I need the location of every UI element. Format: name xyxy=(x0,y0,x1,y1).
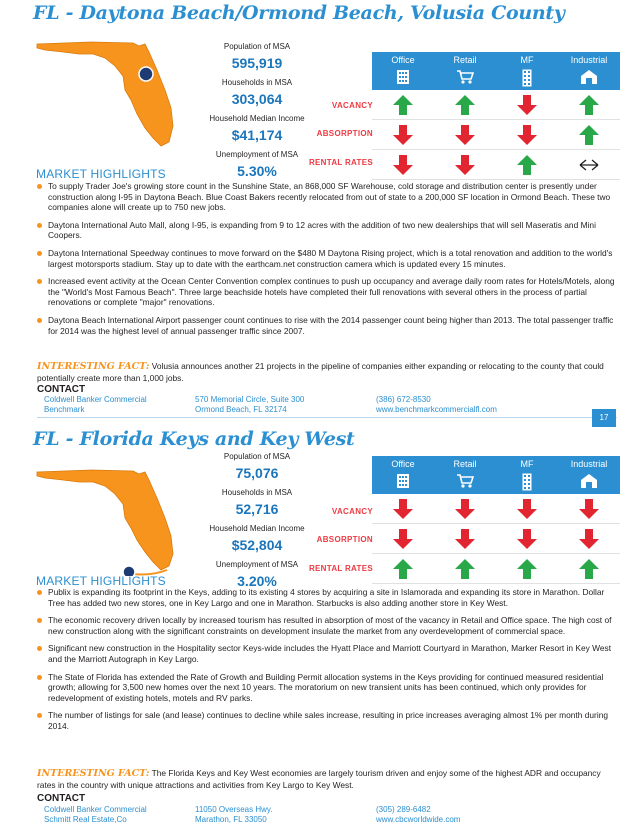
arrow-up-icon xyxy=(392,94,414,116)
arrow-up-icon xyxy=(578,124,600,146)
footer-divider xyxy=(37,417,617,418)
indicator-cell xyxy=(496,494,558,524)
warehouse-icon xyxy=(558,473,620,494)
indicator-cell xyxy=(434,524,496,554)
contact-website-link[interactable]: www.benchmarkcommercialfl.com xyxy=(376,405,497,414)
contact-address-line: Marathon, FL 33050 xyxy=(195,815,267,824)
list-item: The State of Florida has extended the Rate of Growth and Building Permit allocation systems in the Keys providing for continued measured residential growth; allowing for 3,500 new homes over the next 10 years. The moratorium on new transient units has been continued, which only provides for redevelopment of existing hotels, motels and RV parks. xyxy=(37,672,619,704)
stat-value: 5.30% xyxy=(237,163,277,179)
indicator-cell xyxy=(434,150,496,180)
col-title-mf: MF xyxy=(520,55,534,65)
contact-company xyxy=(44,395,147,415)
indicator-cell xyxy=(434,120,496,150)
florida-map xyxy=(33,30,203,148)
list-item: To supply Trader Joe's growing store count in the Sunshine State, an 868,000 SF Warehouse, cold storage and distribution center is presently under construction along I-95 in Daytona Beach. Blue Coast Bakers recently relocated from out of state to a 200,000 SF location in Ormond Beach. These two companies alone will create up to 750 new jobs. xyxy=(37,181,619,213)
indicator-cell xyxy=(496,120,558,150)
arrow-up-icon xyxy=(516,558,538,580)
contact-web xyxy=(376,395,497,415)
indicator-cell xyxy=(372,554,434,584)
stat-label: Population of MSA xyxy=(223,42,291,51)
stat-value: 75,076 xyxy=(235,465,279,481)
highlights-list xyxy=(37,181,619,336)
indicator-cell xyxy=(496,524,558,554)
row-label-vacancy: VACANCY xyxy=(331,101,373,110)
arrow-down-icon xyxy=(516,94,538,116)
row-label-absorption: ABSORPTION xyxy=(316,129,373,138)
contact-phone: (386) 672-8530 xyxy=(376,395,431,404)
col-title-retail: Retail xyxy=(453,55,477,65)
arrow-down-icon xyxy=(516,528,538,550)
market-section-keys xyxy=(0,428,638,837)
col-title-mf: MF xyxy=(520,459,534,469)
indicator-cell xyxy=(558,494,620,524)
list-item: The number of listings for sale (and lease) continues to decline while sales increase, resulting in price increases averaging almost 1% per month during 2014. xyxy=(37,710,619,731)
arrow-down-icon xyxy=(392,124,414,146)
indicator-cell xyxy=(558,150,620,180)
arrow-both-icon xyxy=(578,154,600,176)
contact-company-line: Benchmark xyxy=(44,405,85,414)
highlights-list xyxy=(37,587,619,732)
warehouse-icon xyxy=(558,69,620,90)
fact-label: INTERESTING FACT: xyxy=(37,768,150,779)
indicator-cell xyxy=(558,120,620,150)
contact-company-line: Coldwell Banker Commercial xyxy=(44,805,147,814)
indicator-cell xyxy=(558,90,620,120)
list-item: Publix is expanding its footprint in the Keys, adding to its existing 4 stores by acquiring a site in Islamorada and expanding its store in Marathon. Dollar Tree has added two new stores, one in Key Largo and one in Marathon. Starbucks is also adding another store in Key West. xyxy=(37,587,619,608)
indicator-row-rental-rates xyxy=(372,150,620,180)
indicator-cell xyxy=(558,554,620,584)
indicator-cell xyxy=(372,120,434,150)
list-item: The economic recovery driven locally by increased tourism has resulted in absorption of most of the vacancy in Retail and Office space. The high cost of new construction along with the significant constraints on development insulate the market from any overdevelopment of commercial space. xyxy=(37,615,619,636)
interesting-fact xyxy=(37,768,617,790)
col-title-industrial: Industrial xyxy=(570,55,608,65)
section-title: FL - Florida Keys and Key West xyxy=(33,428,355,450)
arrow-up-icon xyxy=(454,94,476,116)
contact-address xyxy=(195,805,273,825)
indicator-row-absorption xyxy=(372,120,620,150)
indicator-cell xyxy=(372,150,434,180)
row-label-absorption: ABSORPTION xyxy=(316,535,373,544)
indicator-cell xyxy=(496,90,558,120)
arrow-down-icon xyxy=(516,124,538,146)
contact-title: CONTACT xyxy=(37,384,86,395)
office-building-icon xyxy=(372,473,434,494)
arrow-down-icon xyxy=(392,154,414,176)
row-label-rental-rates: RENTAL RATES xyxy=(308,564,373,573)
indicator-cell xyxy=(434,90,496,120)
location-marker xyxy=(139,67,153,81)
contact-address-line: 11050 Overseas Hwy. xyxy=(195,805,273,814)
indicator-row-labels xyxy=(300,0,373,180)
contact-web xyxy=(376,805,460,825)
demographic-stats xyxy=(198,42,316,186)
arrow-down-icon xyxy=(454,154,476,176)
stat-label: Population of MSA xyxy=(223,452,291,461)
col-title-industrial: Industrial xyxy=(570,459,608,469)
contact-phone: (305) 289-6482 xyxy=(376,805,431,814)
arrow-down-icon xyxy=(578,498,600,520)
list-item: Significant new construction in the Hospitality sector Keys-wide includes the Hyatt Place and Marriott Courtyard in Marathon, Marker Resort in Key West and the Marriott Autograph in Key Largo. xyxy=(37,643,619,664)
indicator-cell xyxy=(372,524,434,554)
indicator-grid xyxy=(372,456,620,586)
stat-value: $52,804 xyxy=(231,537,283,553)
arrow-down-icon xyxy=(454,528,476,550)
shopping-cart-icon xyxy=(434,69,496,90)
indicator-row-rental-rates xyxy=(372,554,620,584)
contact-title: CONTACT xyxy=(37,793,86,804)
stat-label: Household Median Income xyxy=(209,524,305,533)
arrow-up-icon xyxy=(578,558,600,580)
contact-company-line: Coldwell Banker Commercial xyxy=(44,395,147,404)
shopping-cart-icon xyxy=(434,473,496,494)
stat-value: 595,919 xyxy=(231,55,283,71)
page-number: 17 xyxy=(592,409,616,427)
arrow-down-icon xyxy=(516,498,538,520)
indicator-cell xyxy=(372,90,434,120)
stat-label: Unemployment of MSA xyxy=(215,560,299,569)
indicator-row-labels xyxy=(300,428,373,578)
arrow-up-icon xyxy=(578,94,600,116)
interesting-fact xyxy=(37,361,617,383)
stat-label: Unemployment of MSA xyxy=(215,150,299,159)
list-item: Daytona International Auto Mall, along I-95, is expanding from 9 to 12 acres with the addition of two new dealerships that will sell Maseratis and Mini Coopers. xyxy=(37,220,619,241)
arrow-down-icon xyxy=(578,528,600,550)
arrow-down-icon xyxy=(392,528,414,550)
section-title: FL - Daytona Beach/Ormond Beach, Volusia County xyxy=(33,2,565,24)
list-item: Increased event activity at the Ocean Center Convention complex continues to push up occupancy and average daily room rates for Hotels/Motels, along the "World's Most Famous Beach". Three large beachside hotels have completed their full renovations with several others in the process of partial renovations or complete "major" renovations. xyxy=(37,276,619,308)
florida-map xyxy=(33,458,203,576)
indicator-cell xyxy=(496,150,558,180)
arrow-up-icon xyxy=(392,558,414,580)
stat-label: Households in MSA xyxy=(221,78,293,87)
contact-website-link[interactable]: www.cbcworldwide.com xyxy=(376,815,461,824)
grid-header xyxy=(372,456,620,494)
list-item: Daytona International Speedway continues to move forward on the $480 M Daytona Rising project, which is a total renovation and addition to the world's largest motorsports stadium. Stay up to date with the earthcam.net construction camera which is updated every 15 minutes. xyxy=(37,248,619,269)
office-building-icon xyxy=(372,69,434,90)
stat-value: 3.20% xyxy=(237,573,277,589)
contact-address xyxy=(195,395,304,415)
market-highlights-title: MARKET HIGHLIGHTS xyxy=(36,167,166,181)
arrow-down-icon xyxy=(454,498,476,520)
grid-header xyxy=(372,52,620,90)
row-label-vacancy: VACANCY xyxy=(331,507,373,516)
indicator-row-absorption xyxy=(372,524,620,554)
arrow-up-icon xyxy=(454,558,476,580)
row-label-rental-rates: RENTAL RATES xyxy=(308,158,373,167)
col-title-office: Office xyxy=(391,459,415,469)
contact-address-line: Ormond Beach, FL 32174 xyxy=(195,405,287,414)
stat-label: Household Median Income xyxy=(209,114,305,123)
contact-address-line: 570 Memorial Circle, Suite 300 xyxy=(195,395,305,404)
stat-value: $41,174 xyxy=(231,127,283,143)
col-title-office: Office xyxy=(391,55,415,65)
indicator-cell xyxy=(496,554,558,584)
demographic-stats xyxy=(198,452,316,596)
fact-label: INTERESTING FACT: xyxy=(37,361,150,372)
fact-text: Volusia announces another 21 projects in the pipeline of companies either expanding or relocating to the county that could potentially create more than 1,000 jobs. xyxy=(37,361,604,383)
list-item: Daytona Beach International Airport passenger count continues to rise with the 2014 passenger count being higher than 2013. The total passenger traffic for 2014 was the highest level of annual passenger traffic since 2007. xyxy=(37,315,619,336)
indicator-cell xyxy=(372,494,434,524)
indicator-row-vacancy xyxy=(372,494,620,524)
stat-label: Households in MSA xyxy=(221,488,293,497)
arrow-down-icon xyxy=(454,124,476,146)
indicator-grid xyxy=(372,52,620,182)
arrow-down-icon xyxy=(392,498,414,520)
indicator-row-vacancy xyxy=(372,90,620,120)
apartment-tower-icon xyxy=(496,473,558,496)
indicator-cell xyxy=(434,494,496,524)
contact-company-line: Schmitt Real Estate,Co xyxy=(44,815,127,824)
fact-text: The Florida Keys and Key West economies are largely tourism driven and enjoy some of the highest ADR and occupancy rates in the country with unique attractions and activities from Key Largo to Key West. xyxy=(37,768,601,790)
indicator-cell xyxy=(558,524,620,554)
apartment-tower-icon xyxy=(496,69,558,92)
stat-value: 303,064 xyxy=(231,91,283,107)
market-highlights-title: MARKET HIGHLIGHTS xyxy=(36,574,166,588)
col-title-retail: Retail xyxy=(453,459,477,469)
stat-value: 52,716 xyxy=(235,501,279,517)
contact-company xyxy=(44,805,147,825)
arrow-up-icon xyxy=(516,154,538,176)
indicator-cell xyxy=(434,554,496,584)
